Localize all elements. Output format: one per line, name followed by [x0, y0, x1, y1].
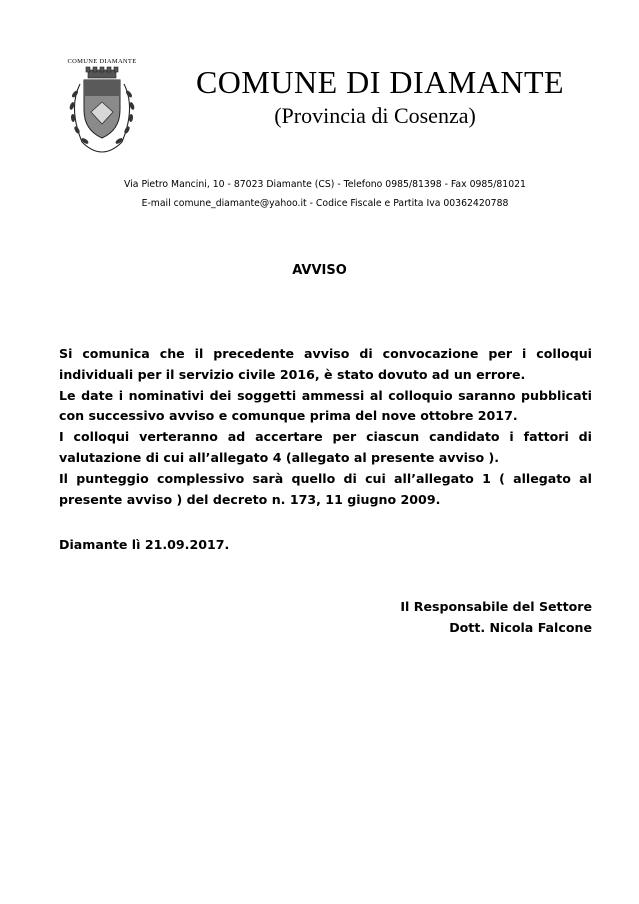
crest-graphic	[62, 66, 142, 158]
coat-of-arms-icon	[62, 58, 142, 158]
province-subtitle: (Provincia di Cosenza)	[274, 103, 476, 128]
contact-line: E-mail comune_diamante@yahoo.it - Codice Fiscale e Partita Iva 00362420788	[141, 198, 509, 209]
municipality-title: COMUNE DI DIAMANTE	[195, 64, 565, 100]
signature-role: Il Responsabile del Settore	[400, 599, 592, 614]
notice-body	[59, 344, 592, 510]
notice-paragraph: Le date i nominativi dei soggetti ammessi al colloquio saranno pubblicati con successivo avviso e comunque prima del nove ottobre 2017.	[59, 387, 592, 424]
date-line: Diamante lì 21.09.2017.	[59, 537, 230, 552]
crest-label: COMUNE DIAMANTE	[67, 58, 137, 65]
address-line: Via Pietro Mancini, 10 - 87023 Diamante (CS) - Telefono 0985/81398 - Fax 0985/81021	[124, 179, 526, 190]
signature-name: Dott. Nicola Falcone	[449, 620, 592, 635]
notice-heading: AVVISO	[292, 263, 347, 278]
signature-block	[400, 596, 592, 638]
notice-paragraph: Il punteggio complessivo sarà quello di cui all’allegato 1 ( allegato al presente avviso ) del decreto n. 173, 11 giugno 2009.	[59, 470, 592, 507]
notice-paragraph: Si comunica che il precedente avviso di convocazione per i colloqui individuali per il servizio civile 2016, è stato dovuto ad un errore.	[59, 346, 592, 382]
notice-paragraph: I colloqui verteranno ad accertare per ciascun candidato i fattori di valutazione di cui all’allegato 4 (allegato al presente avviso ).	[59, 429, 592, 465]
